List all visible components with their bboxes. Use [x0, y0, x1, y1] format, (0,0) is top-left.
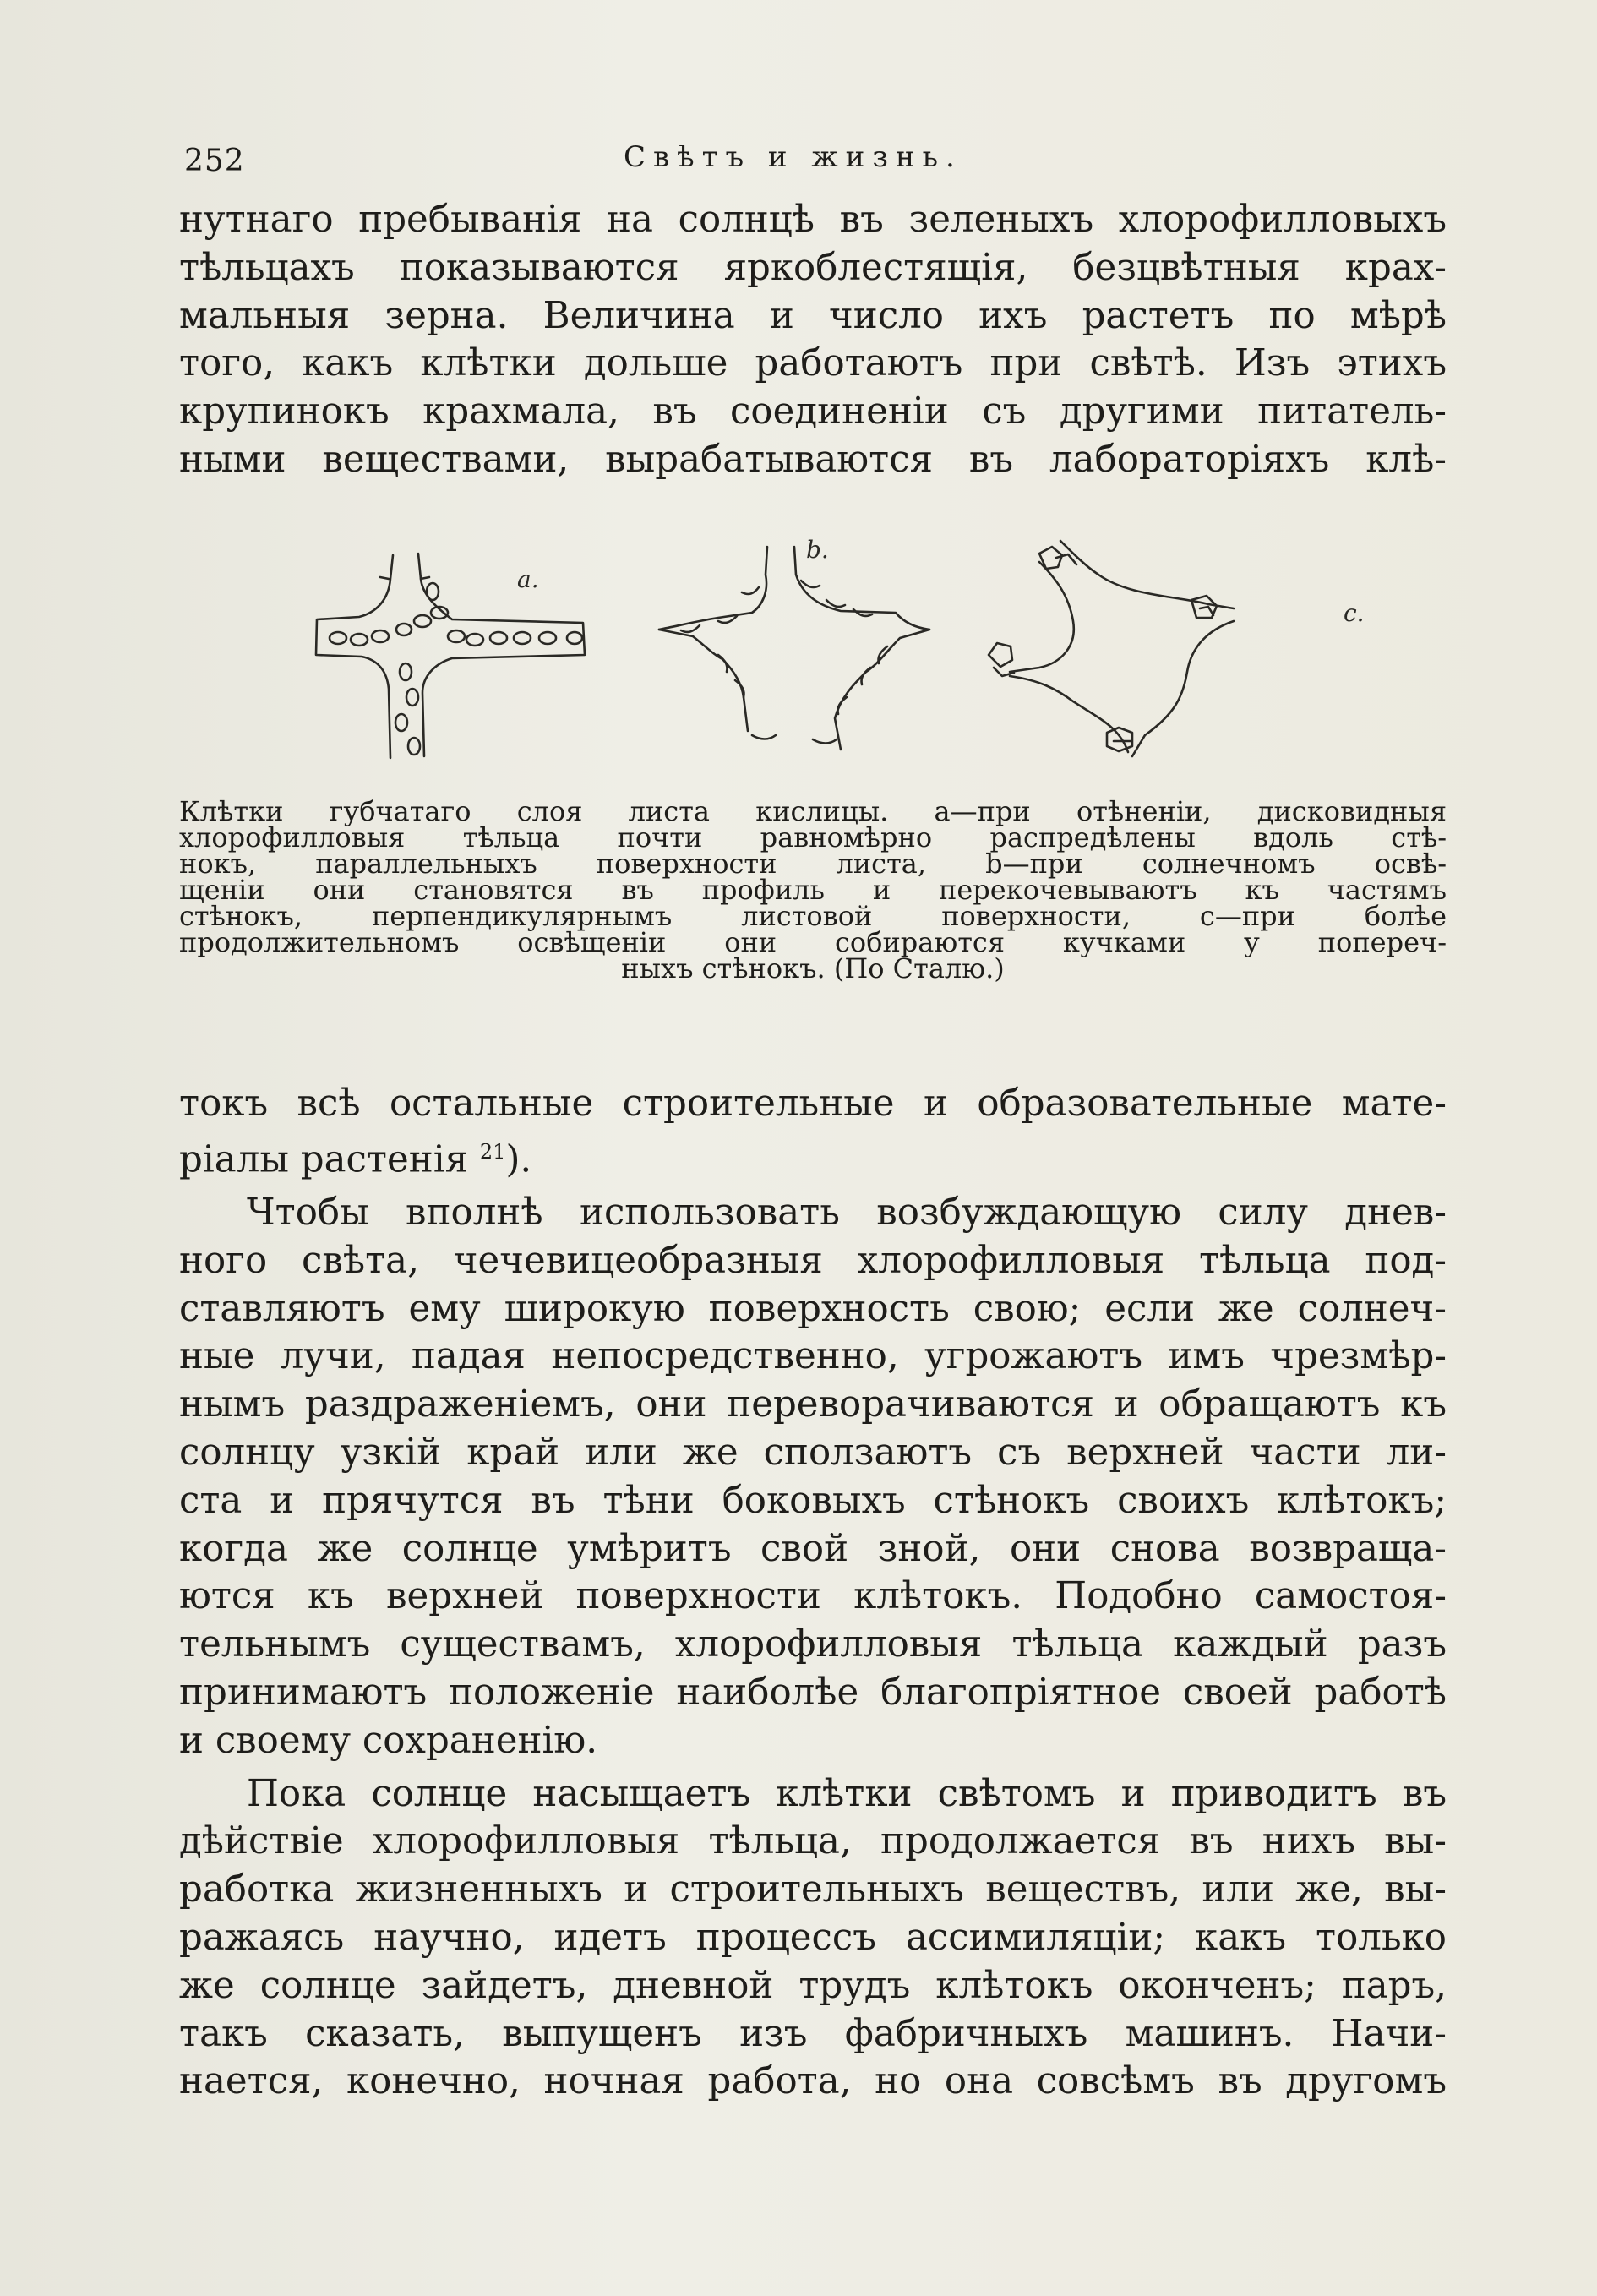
text-line: такъ сказать, выпущенъ изъ фабричныхъ машинъ. Начи-: [179, 2012, 1447, 2055]
text-line: ного свѣта, чечевицеобразныя хлорофилловыя тѣльца под-: [179, 1239, 1447, 1282]
cell-illustration: [296, 528, 1428, 782]
page-number: 252: [184, 144, 245, 178]
figure-caption: [179, 795, 1447, 984]
text-line: Пока солнце насыщаетъ клѣтки свѣтомъ и приводитъ въ: [247, 1772, 1447, 1815]
text-line: ражаясь научно, идетъ процессъ ассимиляціи; какъ только: [179, 1917, 1447, 1960]
figure-label-a: a.: [517, 565, 539, 593]
text-line: когда же солнце умѣритъ свой зной, они снова возвраща-: [179, 1527, 1447, 1570]
text-line: принимаютъ положеніе наиболѣе благопріятное своей работѣ: [179, 1672, 1447, 1715]
text-line: нается, конечно, ночная работа, но она совсѣмъ въ другомъ: [179, 2060, 1447, 2103]
text-line: тельнымъ существамъ, хлорофилловыя тѣльца каждый разъ: [179, 1623, 1447, 1666]
figure-a-cell: [316, 554, 585, 758]
running-title: Свѣтъ и жизнь.: [624, 140, 962, 174]
text-line: того, какъ клѣтки дольше работаютъ при свѣтѣ. Изъ этихъ: [179, 342, 1447, 385]
text-line: Чтобы вполнѣ использовать возбуждающую силу днев-: [247, 1192, 1447, 1235]
text-line: работка жизненныхъ и строительныхъ веществъ, или же, вы-: [179, 1868, 1447, 1912]
text-line: нымъ раздраженіемъ, они переворачиваются и обращаютъ къ: [179, 1383, 1447, 1426]
figure-label-c: c.: [1344, 599, 1365, 627]
text-line: ются къ верхней поверхности клѣтокъ. Подобно самостоя-: [179, 1575, 1447, 1618]
text-line: ставляютъ ему широкую поверхность свою; если же солнеч-: [179, 1287, 1447, 1330]
caption-line: хлорофилловыя тѣльца почти равномѣрно распредѣлены вдоль стѣ-: [179, 821, 1447, 854]
text-line: и своему сохраненію.: [179, 1719, 598, 1762]
figure-label-b: b.: [806, 536, 829, 564]
text-line: солнцу узкій край или же сползаютъ съ верхней части ли-: [179, 1432, 1447, 1475]
text-line: дѣйствіе хлорофилловыя тѣльца, продолжается въ нихъ вы-: [179, 1820, 1447, 1863]
figure-c-cell: [989, 541, 1234, 756]
text-line: ные лучи, падая непосредственно, угрожаютъ имъ чрезмѣр-: [179, 1335, 1447, 1378]
caption-line: стѣнокъ, перпендикулярнымъ листовой поверхности, c—при болѣе: [179, 900, 1447, 932]
caption-line: продолжительномъ освѣщеніи они собираются кучками у попереч-: [179, 926, 1447, 958]
text-line: нутнаго пребыванія на солнцѣ въ зеленыхъ хлорофилловыхъ: [179, 199, 1447, 241]
text-line: тѣльцахъ показываются яркоблестящія, безцвѣтныя крах-: [179, 246, 1447, 289]
text-line: мальныя зерна. Величина и число ихъ растетъ по мѣрѣ: [179, 294, 1447, 337]
page-header: [184, 135, 1452, 186]
text-fragment: ріалы растенія: [179, 1138, 469, 1181]
caption-line: нокъ, параллельныхъ поверхности листа, b—при солнечномъ освѣ-: [179, 848, 1447, 880]
text-line: токъ всѣ остальные строительные и образовательные мате-: [179, 1083, 1447, 1125]
text-fragment: ).: [505, 1138, 532, 1181]
paragraph-top: [179, 196, 1447, 484]
caption-line: ныхъ стѣнокъ. (По Сталю.): [621, 952, 1005, 984]
text-line: ными веществами, вырабатываются въ лабораторіяхъ клѣ-: [179, 438, 1447, 481]
text-line-footnoted: [179, 1128, 1447, 1184]
text-line: же солнце зайдетъ, дневной трудъ клѣтокъ оконченъ; паръ,: [179, 1964, 1447, 2007]
caption-line: Клѣтки губчатаго слоя листа кислицы. a—при отѣненіи, дисковидныя: [179, 795, 1447, 827]
paragraph-body: [179, 1080, 1447, 2106]
text-line: крупинокъ крахмала, въ соединеніи съ другими питатель-: [179, 390, 1447, 434]
figure-b-cell: [659, 547, 929, 750]
text-line: ста и прячутся въ тѣни боковыхъ стѣнокъ своихъ клѣтокъ;: [179, 1479, 1447, 1522]
caption-line: щеніи они становятся въ профиль и перекочевываютъ къ частямъ: [179, 874, 1447, 906]
footnote-marker[interactable]: 21: [479, 1139, 506, 1164]
